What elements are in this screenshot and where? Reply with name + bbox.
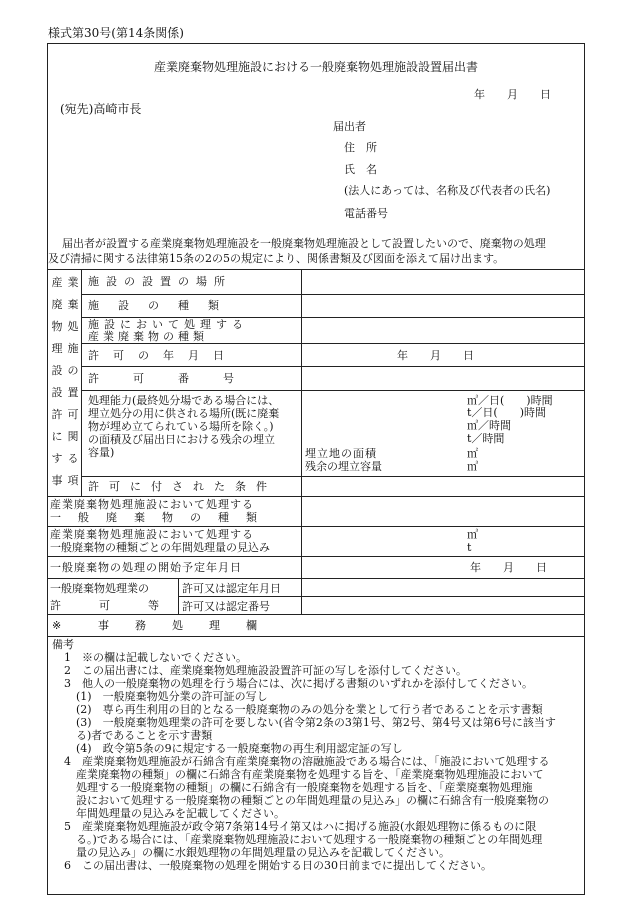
row-permit-number-label: 許可番号 (88, 372, 268, 385)
annual-unit-t: t (467, 541, 472, 554)
row-start-date-label: 一般廃棄物の処理の開始予定年月日 (50, 561, 242, 574)
row-location-label: 施設の設置の場所 (88, 275, 232, 288)
submission-date[interactable]: 年 月 日 (474, 88, 551, 101)
row-general-type-label-2: 一般廃棄物の種類 (50, 511, 274, 524)
row-business-label-1: 一般廃棄物処理業の (50, 582, 149, 595)
office-use-label: 事務処理欄 (98, 619, 283, 632)
capacity-unit-m3-hour: ㎥／時間 (467, 419, 511, 432)
permit-or-cert-number-label: 許可又は認定番号 (182, 600, 270, 613)
office-use-mark: ※ (52, 619, 62, 632)
capacity-unit-t-hour: t／時間 (467, 432, 505, 445)
row-conditions-label: 許可に付された条件 (88, 480, 277, 493)
notes-section: 備考 1 ※の欄は記載しないでください。 2 この届出書には、産業廃棄物処理施設設置許可証の写しを添付してください。 3 他人の一般廃棄物の処理を行う場合には、次に掲げる書類のいずれかを添付してください。 (1) 一般廃棄物処分業の許可証の写し (2) 専ら再生利用の目的となる一般廃棄物のみの処分を業として行う者であることを示す書類 (3) 一般廃棄物処理業の許可を要しない(省令第2条の3第1号、第2号、第4号又は第6号に該当す る)者であることを示す書類 (4) 政令第5条の9に規定する一般廃棄物の再生利用認定証の写し 4 産業廃棄物処理施設が石綿含有産業廃棄物の溶融施設である場合には、「施設において処理する 産業廃棄物の種類」の欄に石綿含有産業廃棄物を処理する旨を、「産業廃棄物処理施設において 処理する一般廃棄物の種類」の欄に石綿含有一般廃棄物を処理する旨を、「産業廃棄物処理施 設において処理する一般廃棄物の種類ごとの年間処理量の見込み」の欄に石綿含有一般廃棄物の 年間処理量の見込みを記載してください。 5 産業廃棄物処理施設が政令第7条第14号イ第又はハに掲げる施設(水銀処理物に係るものに限 る。)である場合には、「産業廃棄物処理施設において処理する一般廃棄物の種類ごとの年間処理 量の見込み」の欄に水銀処理物の年間処理量の見込みを記載してください。 6 この届出書は、一般廃棄物の処理を開始する日の30日前までに提出してください。 (52, 638, 580, 872)
remaining-volume-label: 残余の埋立容量 (305, 460, 382, 473)
row-business-label-2: 許可等 (50, 599, 197, 612)
annual-unit-m3: ㎥ (467, 528, 478, 541)
applicant-name[interactable]: 氏 名 (344, 163, 377, 176)
addressee: (宛先)高崎市長 (60, 102, 142, 116)
body-text-2: 及び清掃に関する法律第15条の2の5の規定により、関係書類及び図面を添えて届け出ます。 (48, 252, 505, 265)
row-annual-label-2: 一般廃棄物の種類ごとの年間処理量の見込み (50, 541, 270, 554)
table-top-line (47, 269, 585, 270)
row-annual-label-1: 産業廃棄物処理施設において処理する (50, 528, 254, 541)
body-text-1: 届出者が設置する産業廃棄物処理施設を一般廃棄物処理施設として設置したいので、廃棄物の処理 (62, 237, 546, 250)
form-number: 様式第30号(第14条関係) (48, 26, 184, 40)
side-label-divider (81, 269, 82, 496)
row-general-type-label-1: 産業廃棄物処理施設において処理する (50, 498, 254, 511)
capacity-unit-m3-day: ㎥／日( )時間 (467, 394, 553, 407)
label-value-divider (301, 269, 302, 614)
row-handled-label-2: 産業廃棄物の種類 (88, 330, 208, 343)
landfill-area-unit: ㎡ (467, 447, 478, 460)
row-permit-date-label: 許可の年月日 (88, 349, 238, 362)
start-date-value[interactable]: 年 月 日 (470, 561, 547, 574)
side-label: 産 業 廃 棄 物 処 理 施 設 の 設 置 許 可 に 関 す る 事 項 (51, 276, 79, 487)
applicant-phone[interactable]: 電話番号 (344, 207, 388, 220)
remaining-volume-unit: ㎥ (467, 460, 478, 473)
capacity-unit-t-day: t／日( )時間 (467, 406, 547, 419)
applicant-address[interactable]: 住 所 (344, 141, 377, 154)
row-handled-label-1: 施設において処理する (88, 318, 248, 331)
permit-or-cert-date-label: 許可又は認定年月日 (182, 582, 281, 595)
notes-heading: 備考 (52, 638, 74, 651)
row-type-label: 施設の種類 (88, 299, 238, 312)
permit-date-value[interactable]: 年 月 日 (397, 349, 474, 362)
applicant-label: 届出者 (333, 120, 366, 133)
landfill-area-label: 埋立地の面積 (305, 447, 377, 460)
capacity-label: 処理能力(最終処分場である場合には、 埋立処分の用に供される場所(既に廃棄 物が埋め立てられている場所を除く。) の面積及び届出日における残余の埋立 容量) (88, 394, 280, 459)
document-title: 産業廃棄物処理施設における一般廃棄物処理施設設置届出書 (153, 60, 478, 74)
applicant-corp-note: (法人にあっては、名称及び代表者の氏名) (344, 184, 551, 197)
